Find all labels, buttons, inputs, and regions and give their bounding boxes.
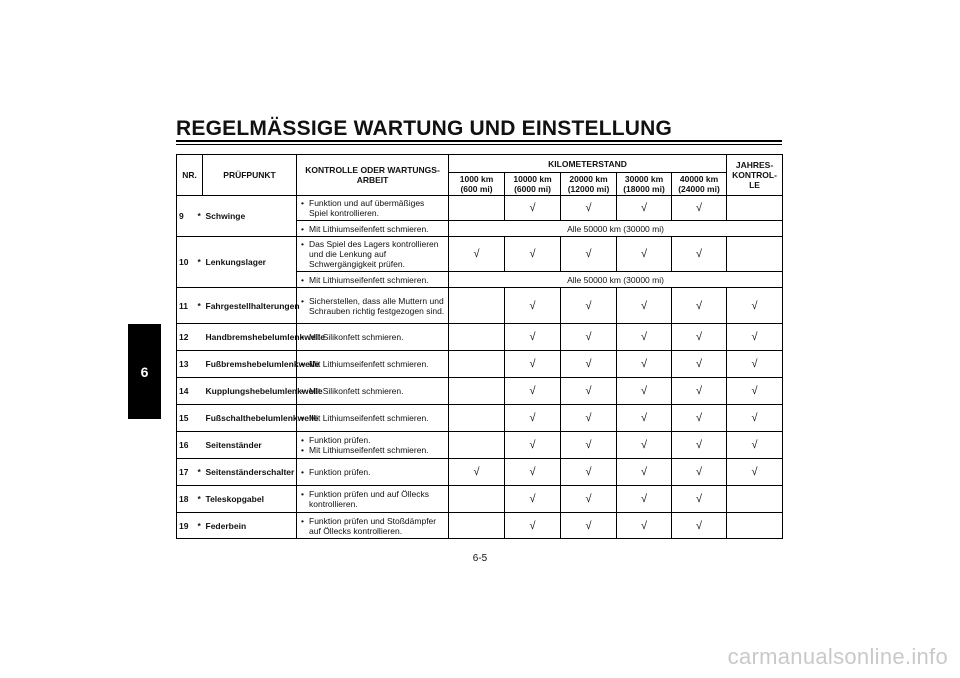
row-action (297, 324, 449, 351)
check-mark-icon: √ (751, 358, 758, 370)
check-cell (449, 459, 505, 486)
check-mark-icon: √ (585, 202, 592, 214)
header-item: PRÜFPUNKT (203, 155, 297, 196)
check-cell (561, 324, 617, 351)
check-cell (505, 486, 561, 513)
interval-note: Alle 50000 km (30000 mi) (449, 272, 783, 288)
row-action (297, 272, 449, 288)
check-mark-icon: √ (529, 248, 536, 260)
interval-note: Alle 50000 km (30000 mi) (449, 221, 783, 237)
check-cell (727, 324, 783, 351)
check-mark-icon: √ (640, 466, 648, 478)
check-mark-icon: √ (640, 248, 648, 260)
row-action (297, 432, 449, 459)
row-item: Lenkungslager (203, 237, 297, 288)
row-number: 18 (177, 486, 198, 513)
check-cell (617, 237, 672, 272)
check-mark-icon: √ (640, 493, 648, 505)
check-cell (561, 196, 617, 221)
check-mark-icon: √ (640, 331, 648, 343)
row-item: Kupplungshebelumlenkwelle (203, 378, 297, 405)
row-action (297, 351, 449, 378)
check-mark-icon: √ (751, 466, 758, 478)
check-cell (617, 324, 672, 351)
check-cell (449, 486, 505, 513)
page-number: 6-5 (472, 553, 488, 564)
header-interval (449, 173, 505, 196)
check-cell (672, 432, 727, 459)
check-mark-icon: √ (585, 385, 592, 397)
title-rule (176, 140, 782, 142)
header-interval (617, 173, 672, 196)
action-bullet: • Mit Lithiumseifenfett schmieren. (301, 413, 445, 423)
interval-km: 30000 km (624, 174, 664, 184)
row-star: * (198, 459, 203, 486)
action-bullet: • Mit Lithiumseifenfett schmieren. (301, 275, 445, 285)
check-cell (505, 351, 561, 378)
interval-mi: (600 mi) (460, 184, 493, 194)
row-star: * (198, 486, 203, 513)
row-item: Federbein (203, 513, 297, 539)
row-item: Fußbremshebelumlenkwelle (203, 351, 297, 378)
header-interval (561, 173, 617, 196)
row-action (297, 196, 449, 221)
action-bullet: • Mit Lithiumseifenfett schmieren. (301, 359, 445, 369)
row-action (297, 288, 449, 324)
table-row (177, 432, 783, 459)
check-cell (727, 288, 783, 324)
check-cell (672, 288, 727, 324)
check-cell (617, 378, 672, 405)
header-action: KONTROLLE ODER WARTUNGS-ARBEIT (297, 155, 449, 196)
check-mark-icon: √ (529, 493, 536, 505)
check-mark-icon: √ (751, 385, 758, 397)
row-item: Seitenständerschalter (203, 459, 297, 486)
interval-km: 1000 km (459, 174, 494, 184)
check-cell (617, 459, 672, 486)
action-bullet: • Das Spiel des Lagers kontrollieren und die Lenkung auf Schwergängigkeit prüfen. (301, 239, 445, 269)
action-bullet: • Funktion prüfen. (301, 467, 445, 477)
row-number: 12 (177, 324, 198, 351)
check-cell (727, 432, 783, 459)
check-cell (727, 237, 783, 272)
check-mark-icon: √ (640, 439, 648, 451)
check-mark-icon: √ (695, 519, 703, 532)
table-row (177, 486, 783, 513)
check-mark-icon: √ (751, 439, 758, 451)
check-mark-icon: √ (585, 248, 592, 260)
header-nr: NR. (177, 155, 203, 196)
check-cell (505, 459, 561, 486)
row-number: 15 (177, 405, 198, 432)
check-mark-icon: √ (529, 519, 536, 532)
check-mark-icon: √ (585, 358, 592, 370)
interval-km: 40000 km (679, 174, 719, 184)
table-row (177, 288, 783, 324)
check-cell (617, 288, 672, 324)
header-annual: JAHRES-KONTROL-LE (727, 155, 783, 196)
row-action (297, 405, 449, 432)
check-mark-icon: √ (529, 412, 536, 424)
row-action (297, 486, 449, 513)
action-bullet: • Sicherstellen, dass alle Muttern und Schrauben richtig festgezogen sind. (301, 296, 445, 316)
check-mark-icon: √ (585, 466, 592, 478)
check-cell (727, 513, 783, 539)
table-row (177, 513, 783, 539)
interval-km: 10000 km (513, 174, 552, 184)
check-cell (672, 513, 727, 539)
check-cell (561, 288, 617, 324)
check-mark-icon: √ (695, 385, 703, 397)
chapter-tab: 6 (128, 324, 161, 419)
action-bullet: • Mit Silikonfett schmieren. (301, 386, 445, 396)
table-row (177, 351, 783, 378)
row-number: 17 (177, 459, 198, 486)
check-cell (727, 405, 783, 432)
interval-km: 20000 km (569, 174, 608, 184)
check-mark-icon: √ (640, 385, 648, 397)
check-mark-icon: √ (585, 299, 592, 312)
maintenance-table (176, 154, 783, 539)
action-bullet: • Mit Lithiumseifenfett schmieren. (301, 445, 445, 455)
page-title: REGELMÄSSIGE WARTUNG UND EINSTELLUNG (176, 117, 673, 140)
action-bullet: • Mit Silikonfett schmieren. (301, 332, 445, 342)
row-item: Fußschalthebelumlenkwelle (203, 405, 297, 432)
table-row (177, 237, 783, 272)
check-cell (727, 459, 783, 486)
check-mark-icon: √ (751, 299, 758, 312)
row-star: * (198, 237, 203, 288)
check-cell (505, 513, 561, 539)
check-mark-icon: √ (529, 202, 536, 214)
check-cell (672, 486, 727, 513)
check-cell (449, 196, 505, 221)
row-item: Handbremshebelumlenkwelle (203, 324, 297, 351)
check-cell (617, 432, 672, 459)
check-mark-icon: √ (695, 331, 703, 343)
check-mark-icon: √ (695, 202, 703, 214)
check-mark-icon: √ (585, 493, 592, 505)
header-interval (672, 173, 727, 196)
check-cell (672, 351, 727, 378)
check-cell (727, 351, 783, 378)
row-number: 19 (177, 513, 198, 539)
check-cell (561, 459, 617, 486)
check-cell (672, 324, 727, 351)
check-mark-icon: √ (529, 358, 536, 370)
check-cell (505, 432, 561, 459)
table-row (177, 196, 783, 221)
row-number: 16 (177, 432, 198, 459)
check-cell (561, 486, 617, 513)
check-mark-icon: √ (585, 412, 592, 424)
check-cell (561, 237, 617, 272)
interval-mi: (6000 mi) (514, 184, 551, 194)
row-action (297, 221, 449, 237)
row-item: Schwinge (203, 196, 297, 237)
row-item: Teleskopgabel (203, 486, 297, 513)
action-bullet: • Funktion prüfen und Stoßdämpfer auf Öllecks kontrollieren. (301, 516, 445, 536)
check-cell (505, 237, 561, 272)
table-row (177, 405, 783, 432)
check-mark-icon: √ (529, 385, 536, 397)
check-cell (561, 351, 617, 378)
action-bullet: • Funktion und auf übermäßiges Spiel kontrollieren. (301, 198, 445, 218)
title-rule-thin (176, 144, 782, 145)
check-cell (449, 288, 505, 324)
row-action (297, 378, 449, 405)
row-number: 14 (177, 378, 198, 405)
check-cell (561, 405, 617, 432)
check-cell (617, 513, 672, 539)
interval-mi: (18000 mi) (623, 184, 665, 194)
action-bullet: • Funktion prüfen. (301, 435, 445, 445)
check-mark-icon: √ (695, 412, 703, 424)
check-cell (449, 351, 505, 378)
check-cell (449, 378, 505, 405)
check-cell (449, 405, 505, 432)
check-cell (505, 196, 561, 221)
check-cell (672, 378, 727, 405)
action-bullet: • Mit Lithiumseifenfett schmieren. (301, 224, 445, 234)
row-star: * (198, 288, 203, 324)
row-star: * (198, 513, 203, 539)
check-cell (561, 378, 617, 405)
check-cell (505, 324, 561, 351)
check-cell (727, 486, 783, 513)
check-mark-icon: √ (585, 331, 592, 343)
check-mark-icon: √ (695, 248, 703, 260)
row-action (297, 513, 449, 539)
check-mark-icon: √ (751, 331, 758, 343)
check-cell (617, 486, 672, 513)
row-star: * (198, 196, 203, 237)
check-mark-icon: √ (640, 358, 648, 370)
check-mark-icon: √ (640, 202, 648, 214)
check-cell (617, 351, 672, 378)
row-action (297, 459, 449, 486)
check-cell (449, 324, 505, 351)
check-cell (505, 378, 561, 405)
check-cell (672, 196, 727, 221)
check-mark-icon: √ (695, 299, 703, 312)
table-row (177, 459, 783, 486)
check-cell (672, 405, 727, 432)
check-mark-icon: √ (529, 466, 536, 478)
row-item: Fahrgestellhalterungen (203, 288, 297, 324)
interval-mi: (24000 mi) (678, 184, 720, 194)
check-mark-icon: √ (529, 299, 536, 312)
check-mark-icon: √ (585, 439, 592, 451)
check-cell (617, 405, 672, 432)
header-km-group: KILOMETERSTAND (449, 155, 727, 173)
check-cell (449, 432, 505, 459)
check-cell (505, 405, 561, 432)
table-row (177, 378, 783, 405)
check-mark-icon: √ (473, 466, 480, 478)
check-cell (617, 196, 672, 221)
check-mark-icon: √ (695, 493, 703, 505)
interval-mi: (12000 mi) (567, 184, 610, 194)
watermark: carmanualsonline.info (727, 644, 948, 669)
check-mark-icon: √ (640, 412, 648, 424)
check-cell (672, 459, 727, 486)
check-mark-icon: √ (473, 248, 480, 260)
check-cell (561, 432, 617, 459)
action-bullet: • Funktion prüfen und auf Öllecks kontrollieren. (301, 489, 445, 509)
row-number: 13 (177, 351, 198, 378)
check-mark-icon: √ (529, 331, 536, 343)
row-number: 10 (177, 237, 198, 288)
check-cell (561, 513, 617, 539)
check-mark-icon: √ (695, 439, 703, 451)
check-cell (672, 237, 727, 272)
row-item: Seitenständer (203, 432, 297, 459)
table-row (177, 324, 783, 351)
header-interval (505, 173, 561, 196)
check-cell (449, 237, 505, 272)
check-cell (727, 378, 783, 405)
check-mark-icon: √ (640, 299, 648, 312)
check-cell (449, 513, 505, 539)
row-action (297, 237, 449, 272)
check-mark-icon: √ (695, 358, 703, 370)
check-cell (505, 288, 561, 324)
check-mark-icon: √ (529, 439, 536, 451)
check-mark-icon: √ (640, 519, 648, 532)
row-number: 9 (177, 196, 198, 237)
check-mark-icon: √ (751, 412, 758, 424)
row-number: 11 (177, 288, 198, 324)
check-mark-icon: √ (585, 519, 592, 532)
check-mark-icon: √ (695, 466, 703, 478)
check-cell (727, 196, 783, 221)
